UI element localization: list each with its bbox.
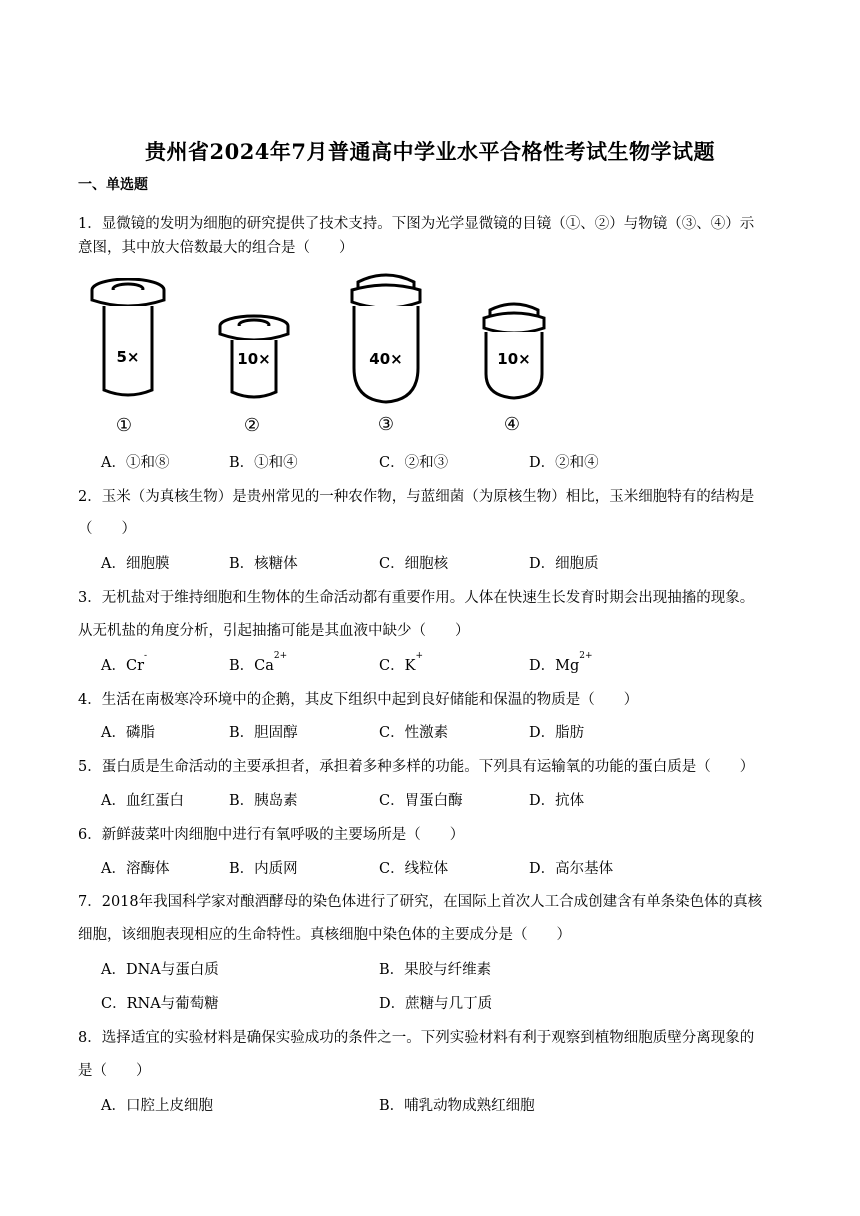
objective-lens-4: [472, 298, 556, 438]
q2-option-d[interactable]: D．细胞质: [529, 556, 599, 572]
q3-option-c[interactable]: C．K+: [379, 651, 423, 674]
lens-4-number: ④: [503, 414, 521, 435]
q7-option-b[interactable]: B．果胶与纤维素: [379, 962, 492, 978]
lens-1-number: ①: [115, 415, 133, 436]
q2-option-c[interactable]: C．细胞核: [379, 556, 449, 572]
lens-3-mark: 40×: [369, 350, 403, 368]
question-3-line-2: 从无机盐的角度分析，引起抽搐可能是其血液中缺少（ ）: [78, 623, 470, 639]
q1-option-a[interactable]: A．①和⑧: [101, 455, 170, 471]
q2-option-a[interactable]: A．细胞膜: [101, 556, 170, 572]
lens-3-number: ③: [377, 414, 395, 435]
question-3-line-1: 3．无机盐对于维持细胞和生物体的生命活动都有重要作用。人体在快速生长发育时期会出现抽搐的现象。: [78, 590, 755, 606]
question-4-line-1: 4．生活在南极寒冷环境中的企鹅，其皮下组织中起到良好储能和保温的物质是（ ）: [78, 692, 639, 708]
q5-option-c[interactable]: C．胃蛋白酶: [379, 793, 463, 809]
eyepiece-lens-1: [88, 278, 168, 438]
q7-option-c[interactable]: C．RNA与葡萄糖: [101, 996, 219, 1012]
q5-option-b[interactable]: B．胰岛素: [229, 793, 298, 809]
lens-2-number: ②: [243, 415, 261, 436]
question-2-line-2: （ ）: [78, 521, 136, 537]
question-8-line-1: 8．选择适宜的实验材料是确保实验成功的条件之一。下列实验材料有利于观察到植物细胞质壁分离现象的: [78, 1030, 755, 1046]
section-heading: 一、单选题: [78, 177, 148, 193]
lens-4-mark: 10×: [497, 350, 531, 368]
q4-option-b[interactable]: B．胆固醇: [229, 725, 298, 741]
objective-lens-3: [344, 268, 428, 438]
q3-option-b[interactable]: B．$Ca^{2+}$: [229, 651, 288, 674]
q1-option-c[interactable]: C．②和③: [379, 455, 449, 471]
page-title: 贵州省2024年7月普通高中学业水平合格性考试生物学试题: [144, 139, 716, 164]
q1-option-b[interactable]: B．①和④: [229, 455, 298, 471]
q8-option-a[interactable]: A．口腔上皮细胞: [101, 1098, 213, 1114]
question-1-line-1: 1．显微镜的发明为细胞的研究提供了技术支持。下图为光学显微镜的目镜（①、②）与物镜（③、④）示: [78, 216, 755, 232]
q6-option-a[interactable]: A．溶酶体: [101, 861, 170, 877]
q6-option-d[interactable]: D．高尔基体: [529, 861, 614, 877]
q7-option-d[interactable]: D．蔗糖与几丁质: [379, 996, 493, 1012]
question-7-line-1: 7．2018年我国科学家对酿酒酵母的染色体进行了研究，在国际上首次人工合成创建含有单条染色体的真核: [78, 894, 763, 910]
q4-option-a[interactable]: A．磷脂: [101, 725, 155, 741]
q7-option-a[interactable]: A．DNA与蛋白质: [101, 962, 219, 978]
q4-option-d[interactable]: D．脂肪: [529, 725, 585, 741]
lens-2-mark: 10×: [237, 350, 271, 368]
question-1-line-2: 意图，其中放大倍数最大的组合是（ ）: [78, 240, 354, 256]
question-2-line-1: 2．玉米（为真核生物）是贵州常见的一种农作物，与蓝细菌（为原核生物）相比，玉米细胞特有的结构是: [78, 489, 755, 505]
q8-option-b[interactable]: B．哺乳动物成熟红细胞: [379, 1098, 535, 1114]
question-8-line-2: 是（ ）: [78, 1063, 151, 1079]
eyepiece-lens-2: [214, 314, 294, 438]
q6-option-b[interactable]: B．内质网: [229, 861, 298, 877]
q6-option-c[interactable]: C．线粒体: [379, 861, 449, 877]
question-6-line-1: 6．新鲜菠菜叶肉细胞中进行有氧呼吸的主要场所是（ ）: [78, 827, 465, 843]
q3-option-d[interactable]: D．$Mg^{2+}$: [529, 651, 593, 674]
microscope-lens-figure: [82, 268, 582, 438]
question-5-line-1: 5．蛋白质是生命活动的主要承担者，承担着多种多样的功能。下列具有运输氧的功能的蛋白质是（ ）: [78, 759, 755, 775]
q2-option-b[interactable]: B．核糖体: [229, 556, 298, 572]
q5-option-a[interactable]: A．血红蛋白: [101, 793, 184, 809]
q5-option-d[interactable]: D．抗体: [529, 793, 585, 809]
q1-option-d[interactable]: D．②和④: [529, 455, 599, 471]
q3-option-a[interactable]: A．Cr-: [101, 651, 148, 674]
question-7-line-2: 细胞，该细胞表现相应的生命特性。真核细胞中染色体的主要成分是（ ）: [78, 927, 571, 943]
q4-option-c[interactable]: C．性激素: [379, 725, 449, 741]
lens-1-mark: 5×: [116, 348, 140, 366]
